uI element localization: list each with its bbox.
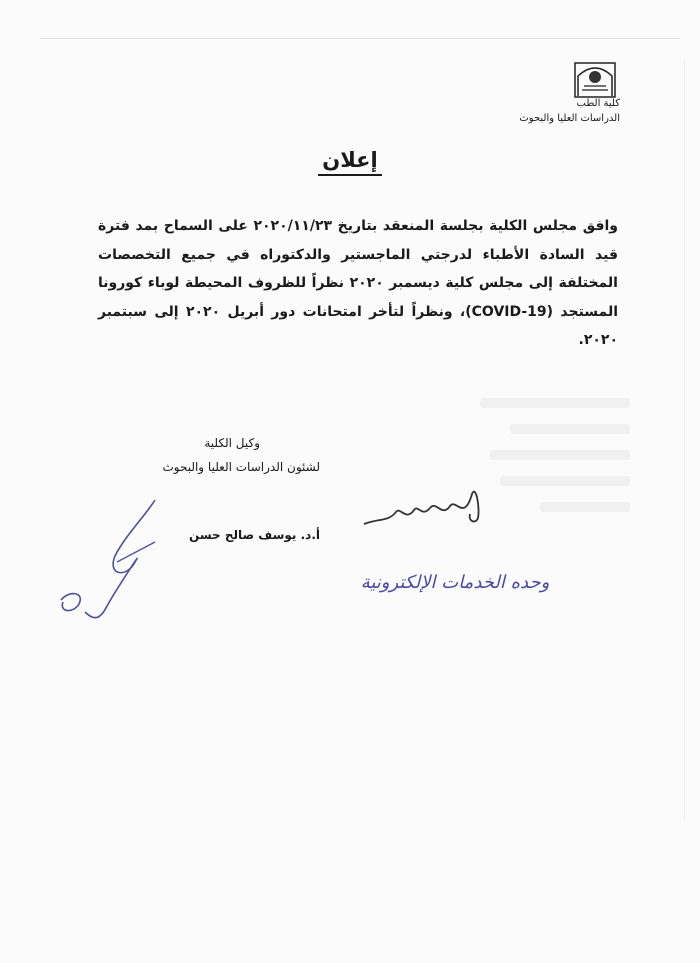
page-edge-line bbox=[684, 60, 685, 820]
signature-department: لشئون الدراسات العليا والبحوث bbox=[162, 460, 320, 474]
letterhead-department: الدراسات العليا والبحوث bbox=[519, 113, 620, 124]
page-title bbox=[0, 148, 700, 172]
signature-role: وكيل الكلية bbox=[204, 436, 260, 450]
title-text: إعلان bbox=[318, 148, 381, 176]
faculty-logo-icon bbox=[574, 62, 616, 98]
signature-name: أ.د. يوسف صالح حسن bbox=[189, 528, 320, 542]
handwritten-signature-icon bbox=[55, 496, 175, 626]
handwritten-initials-icon bbox=[360, 478, 490, 538]
announcement-body: وافق مجلس الكلية بجلسة المنعقد بتاريخ ٢٠٢٠/١١/٢٣ على السماح بمد فترة قيد السادة الأطباء لدرجتي الماجستير والدكتوراه في جميع التخصصات المختلفة إلى مجلس كلية ديسمبر ٢٠٢٠ نظراً للظروف المحيطة لوباء كورونا المستجد (COVID-19)، ونظراً لتأخر امتحانات دور أبريل ٢٠٢٠ إلى سبتمبر ٢٠٢٠. bbox=[98, 218, 618, 348]
stamp-text: وحده الخدمات الإلكترونية bbox=[360, 572, 550, 593]
page-edge-line bbox=[40, 38, 680, 39]
letterhead-faculty: كلية الطب bbox=[576, 98, 620, 109]
